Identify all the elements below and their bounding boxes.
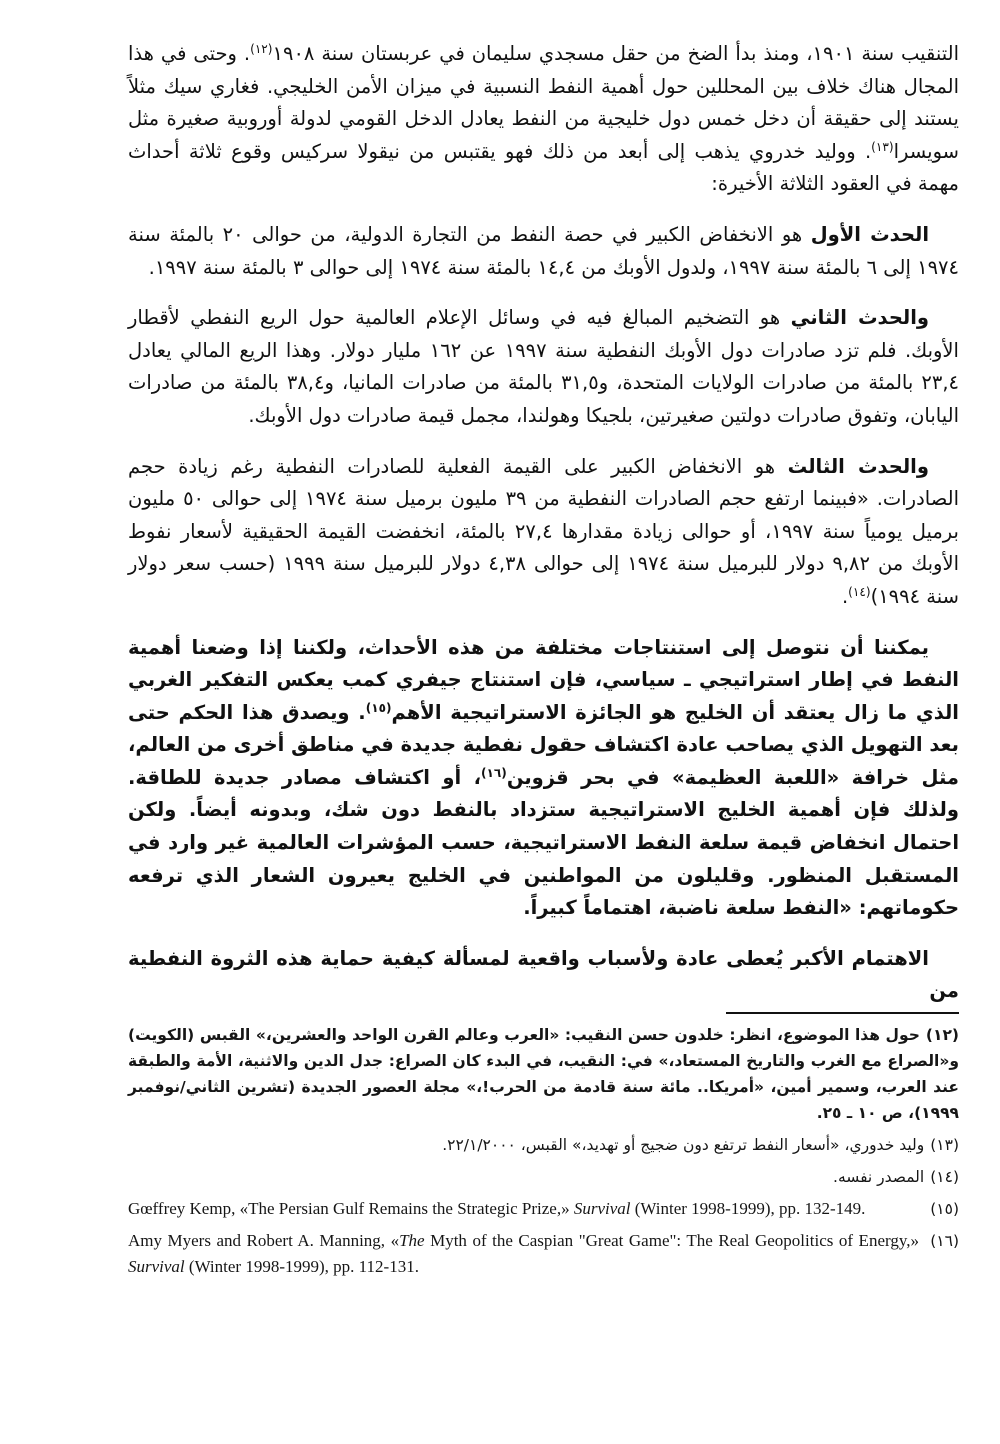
footnote-15-text-b: (Winter 1998-1999), pp. 132-149.: [630, 1199, 866, 1218]
footnote-14-number: (١٤): [930, 1168, 959, 1186]
footnote-12: [128, 1022, 959, 1126]
paragraph-first-event: [128, 219, 959, 284]
footnote-ref-15[interactable]: (١٥): [365, 700, 392, 715]
paragraph-third-event: [128, 451, 959, 614]
footnote-13: [128, 1132, 959, 1158]
footnote-15-text-a: Gœffrey Kemp, «The Persian Gulf Remains the Strategic Prize,»: [128, 1199, 574, 1218]
footnote-16: [128, 1228, 959, 1280]
third-event-end: .: [841, 584, 849, 608]
main-text: [128, 38, 959, 1008]
first-event-heading: الحدث الأول: [810, 222, 930, 246]
footnote-ref-14[interactable]: (١٤): [848, 584, 871, 599]
paragraph-second-event: [128, 302, 959, 432]
footnote-13-number: (١٣): [930, 1136, 959, 1154]
footnote-16-text-b: Myth of the Caspian "Great Game": The Real Geopolitics of Energy,»: [424, 1231, 919, 1250]
third-event-text: هو الانخفاض الكبير على القيمة الفعلية للصادرات النفطية رغم زيادة حجم الصادرات. «فبينما ارتفع حجم الصادرات النفطية من ٣٩ مليون برميل سنة ١٩٧٤ إلى حوالى ٥٠ مليون برميل يومياً سنة ١٩٩٧، أو حوالى زيادة مقدارها ٢٧,٤ بالمئة، انخفضت القيمة الحقيقية لأسعار نفوط الأوبك من ٩,٨٢ دولار للبرميل سنة ١٩٧٤ إلى حوالى ٤,٣٨ دولار للبرميل سنة ١٩٩٩ (حسب سعر دولار سنة ١٩٩٤): [128, 454, 960, 608]
footnote-12-number: (١٢): [925, 1026, 959, 1044]
paragraph-conclusion: [128, 632, 959, 925]
footnote-16-title-italic: The: [399, 1231, 425, 1250]
footnote-16-text-a: Amy Myers and Robert A. Manning, «: [128, 1231, 400, 1250]
footnote-14-text: المصدر نفسه.: [833, 1168, 925, 1186]
footnote-ref-16[interactable]: (١٦): [481, 765, 507, 780]
second-event-heading: والحدث الثاني: [790, 306, 929, 330]
paragraph-1: [128, 38, 959, 201]
paragraph-last: الاهتمام الأكبر يُعطى عادة ولأسباب واقعية لمسألة كيفية حماية هذه الثروة النفطية من: [128, 946, 959, 1003]
conclusion-part-b: . ويصدق هذا الحكم حتى بعد التهويل الذي يصاحب عادة اكتشاف حقول نفطية جديدة في مناطق أخرى من العالم، مثل خرافة «اللعبة العظيمة» في بحر قزوين: [128, 700, 959, 789]
footnote-15-journal: Survival: [573, 1199, 631, 1218]
paragraph-1-part-a: التنقيب سنة ١٩٠١، ومنذ بدأ الضخ من حقل مسجدي سليمان في عربستان سنة ١٩٠٨: [272, 42, 959, 65]
footnote-13-text: وليد خدوري، «أسعار النفط ترتفع دون ضجيج أو تهديد،» القبس، ٢٢/١/٢٠٠٠.: [442, 1136, 925, 1154]
conclusion-part-c: ، أو اكتشاف مصادر جديدة للطاقة. ولذلك فإن أهمية الخليج الاستراتيجية ستزداد بالنفط دون شك، وبدونه أيضاً. ولكن احتمال انخفاض قيمة سلعة النفط الاستراتيجية، حسب المؤشرات العالمية غير وارد في المستقبل المنظور. وقليلون من المواطنين في الخليج يعيرون الشعار الذي ترفعه حكوماتهم: «النفط سلعة ناضبة، اهتماماً كبيراً.: [128, 765, 959, 920]
footnote-15: [128, 1196, 959, 1222]
footnote-14: [128, 1164, 959, 1190]
first-event-text: هو الانخفاض الكبير في حصة النفط من التجارة الدولية، من حوالى ٢٠ بالمئة سنة ١٩٧٤ إلى ٦ بالمئة سنة ١٩٩٧، ولدول الأوبك من ١٤,٤ بالمئة سنة ١٩٧٤ إلى حوالى ٣ بالمئة سنة ١٩٩٧.: [128, 222, 959, 279]
footnote-15-number: (١٥): [930, 1200, 959, 1218]
footnotes: [128, 1022, 959, 1286]
footnote-16-journal: Survival: [128, 1257, 185, 1276]
footnote-ref-13[interactable]: (١٣): [871, 139, 894, 154]
second-event-text: هو التضخيم المبالغ فيه في وسائل الإعلام العالمية حول الريع النفطي لأقطار الأوبك. فلم تزد صادرات دول الأوبك النفطية سنة ١٩٩٧ عن ١٦٢ مليار دولار. وهذا الريع المالي يعادل ٢٣,٤ بالمئة من صادرات الولايات المتحدة، و٣١,٥ بالمئة من صادرات المانيا، و٣٨,٤ بالمئة من صادرات اليابان، وتفوق صادرات دولتين صغيرتين، بلجيكا وهولندا، مجمل قيمة صادرات دول الأوبك.: [128, 306, 959, 427]
paragraph-1-part-c: . ووليد خدروي يذهب إلى أبعد من ذلك فهو يقتبس من نيقولا سركيس وقوع ثلاثة أحداث مهمة في العقود الثلاثة الأخيرة:: [128, 139, 959, 196]
conclusion-part-a: يمكننا أن نتوصل إلى استنتاجات مختلفة من هذه الأحداث، ولكننا إذا وضعنا أهمية النفط في إطار استراتيجي ـ سياسي، فإن استنتاج جيفري كمب يعكس التفكير الغربي الذي ما زال يعتقد أن الخليج هو الجائزة الاستراتيجية الأهم: [128, 635, 959, 724]
footnote-16-text-c: (Winter 1998-1999), pp. 112-131.: [184, 1257, 419, 1276]
footnote-ref-12[interactable]: (١٢): [250, 41, 273, 56]
paragraph-1-part-b: . وحتى في هذا المجال هناك خلاف بين المحللين حول أهمية النفط النسبية في ميزان الأمن الخليجي. فغاري سيك مثلاً يستند إلى حقيقة أن دخل خمس دول خليجية من النفط يعادل الدخل القومي لدولة أوروبية صغيرة مثل سويسرا: [128, 42, 959, 163]
footnote-separator: [726, 1012, 959, 1014]
footnote-16-number: (١٦): [930, 1232, 959, 1250]
third-event-heading: والحدث الثالث: [787, 454, 929, 478]
footnote-12-text: حول هذا الموضوع، انظر: خلدون حسن النقيب: «العرب وعالم القرن الواحد والعشرين،» القبس (الكويت) و«الصراع مع الغرب والتاريخ المستعاد،» في: النقيب، في البدء كان الصراع: جدل الدين والاثنية، الأمة والطبقة عند العرب، وسمير أمين، «أمريكا.. مائة سنة قادمة من الحرب!،» مجلة العصور الجديدة (تشرين الثاني/نوفمبر ١٩٩٩)، ص ١٠ ـ ٢٥.: [128, 1026, 959, 1122]
